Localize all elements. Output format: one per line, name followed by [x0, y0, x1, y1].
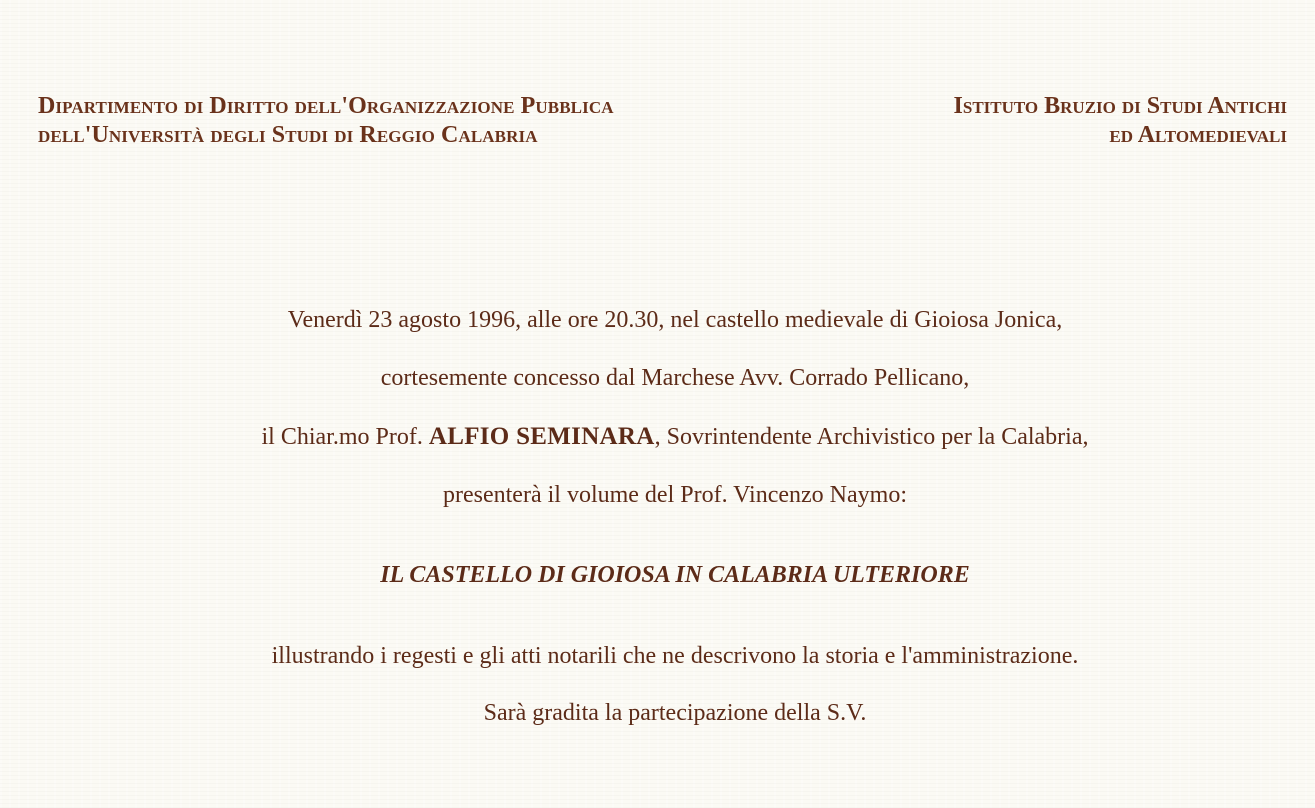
institute-name-line1: Istituto Bruzio di Studi Antichi [953, 93, 1287, 119]
department-name-line2: dell'Università degli Studi di Reggio Calabria [38, 122, 538, 148]
institute-name-line2: ed Altomedievali [1109, 122, 1287, 148]
description-line: illustrando i regesti e gli atti notarili che ne descrivono la storia e l'amministrazione. [271, 643, 1079, 669]
institute-header [954, 92, 1287, 150]
event-date-line: Venerdì 23 agosto 1996, alle ore 20.30, nel castello medievale di Gioiosa Jonica, [287, 307, 1063, 333]
department-name-line1: Dipartimento di Diritto dell'Organizzazione Pubblica [38, 93, 614, 119]
venue-courtesy-line: cortesemente concesso dal Marchese Avv. Corrado Pellicano, [380, 365, 970, 391]
presenter-name: ALFIO SEMINARA [428, 423, 655, 450]
presenter-prefix: il Chiar.mo Prof. [261, 424, 429, 450]
presenter-line [0, 423, 1315, 451]
book-title: IL CASTELLO DI GIOIOSA IN CALABRIA ULTERIORE [380, 562, 970, 588]
closing-line: Sarà gradita la partecipazione della S.V. [483, 700, 867, 726]
presenter-role: , Sovrintendente Archivistico per la Calabria, [654, 424, 1089, 450]
presentation-line: presenterà il volume del Prof. Vincenzo Naymo: [443, 482, 907, 508]
department-header [38, 92, 614, 150]
